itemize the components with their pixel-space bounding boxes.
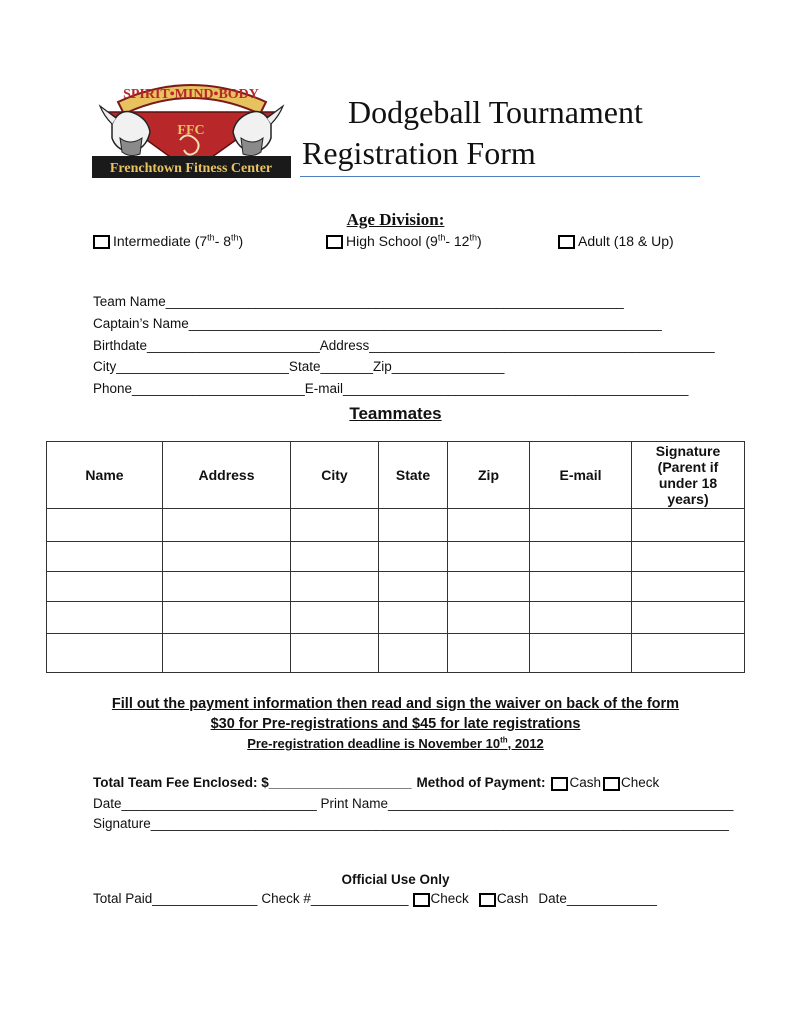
col-header-city: City [291, 442, 379, 509]
table-cell[interactable] [379, 634, 448, 673]
table-cell[interactable] [163, 602, 291, 634]
captain-name-field[interactable]: Captain’s Name_______________________________________________________________ [93, 316, 662, 331]
checkbox-check[interactable] [603, 777, 620, 791]
col-header-name: Name [47, 442, 163, 509]
table-cell[interactable] [632, 602, 745, 634]
signature-field[interactable]: Signature_____________________________________________________________________________ [93, 816, 729, 831]
table-cell[interactable] [632, 572, 745, 602]
payment-deadline: Pre-registration deadline is November 10th, 2012 [247, 735, 544, 751]
table-cell[interactable] [448, 634, 530, 673]
table-cell[interactable] [291, 509, 379, 542]
official-use-heading: Official Use Only [341, 872, 450, 887]
birthdate-address-field[interactable]: Birthdate_______________________Address______________________________________________ [93, 338, 715, 353]
city-state-zip-field[interactable]: City_______________________State_______Zip_______________ [93, 359, 505, 374]
table-cell[interactable] [47, 572, 163, 602]
logo-initials: FFC [177, 123, 205, 138]
ffc-logo [90, 72, 293, 180]
total-paid-field[interactable]: Total Paid______________ [93, 891, 258, 906]
table-cell[interactable] [379, 602, 448, 634]
table-cell[interactable] [291, 634, 379, 673]
total-fee-row [93, 775, 659, 791]
payment-pricing: $30 for Pre-registrations and $45 for late registrations [210, 716, 581, 732]
table-cell[interactable] [448, 572, 530, 602]
col-header-email: E-mail [530, 442, 632, 509]
age-option-high-school-label: High School (9th- 12th) [346, 232, 482, 249]
logo-banner-text: Frenchtown Fitness Center [109, 161, 273, 176]
total-fee-field[interactable]: Total Team Fee Enclosed: $___________________ [93, 775, 412, 790]
check-number-field[interactable]: Check #_____________ [261, 891, 409, 906]
col-header-zip: Zip [448, 442, 530, 509]
table-cell[interactable] [632, 509, 745, 542]
age-option-intermediate-label: Intermediate (7th- 8th) [113, 232, 244, 249]
table-cell[interactable] [632, 634, 745, 673]
table-cell[interactable] [448, 602, 530, 634]
teammates-heading: Teammates [349, 404, 442, 423]
table-cell[interactable] [163, 509, 291, 542]
date-print-name-field[interactable]: Date__________________________ Print Name______________________________________________ [93, 796, 734, 811]
table-row [47, 509, 745, 542]
age-option-high-school[interactable] [326, 233, 482, 249]
table-cell[interactable] [530, 634, 632, 673]
age-option-adult-label: Adult (18 & Up) [578, 233, 674, 249]
official-checkbox-check[interactable] [413, 893, 430, 907]
table-cell[interactable] [379, 542, 448, 572]
checkbox-adult[interactable] [558, 235, 575, 249]
table-cell[interactable] [448, 542, 530, 572]
table-row [47, 602, 745, 634]
table-header-row [47, 442, 745, 509]
official-use-row [93, 891, 657, 907]
teammates-table [46, 441, 745, 673]
table-row [47, 634, 745, 673]
table-cell[interactable] [448, 509, 530, 542]
age-division-heading: Age Division: [346, 210, 445, 229]
col-header-address: Address [163, 442, 291, 509]
table-cell[interactable] [47, 509, 163, 542]
form-title-line1: Dodgeball Tournament [348, 94, 643, 130]
age-option-adult[interactable] [558, 233, 674, 249]
payment-method-label: Method of Payment: [416, 775, 546, 790]
checkbox-intermediate[interactable] [93, 235, 110, 249]
table-cell[interactable] [47, 634, 163, 673]
table-row [47, 542, 745, 572]
table-cell[interactable] [291, 572, 379, 602]
logo-arc-text: SPIRIT•MIND•BODY [123, 87, 259, 102]
form-title-line2: Registration Form [302, 135, 536, 171]
checkbox-high-school[interactable] [326, 235, 343, 249]
age-option-intermediate[interactable] [93, 233, 243, 249]
official-cash-label: Cash [496, 891, 529, 906]
payment-instruction: Fill out the payment information then read and sign the waiver on back of the form [111, 696, 680, 712]
table-cell[interactable] [379, 509, 448, 542]
official-check-label: Check [430, 891, 469, 906]
table-cell[interactable] [530, 509, 632, 542]
table-cell[interactable] [47, 542, 163, 572]
table-cell[interactable] [530, 542, 632, 572]
table-cell[interactable] [379, 572, 448, 602]
official-checkbox-cash[interactable] [479, 893, 496, 907]
table-cell[interactable] [291, 602, 379, 634]
table-row [47, 572, 745, 602]
table-cell[interactable] [163, 634, 291, 673]
table-cell[interactable] [163, 572, 291, 602]
title-divider [300, 176, 700, 177]
col-header-signature: Signature (Parent if under 18 years) [632, 442, 745, 509]
table-cell[interactable] [47, 602, 163, 634]
official-date-field[interactable]: Date____________ [538, 891, 657, 906]
table-cell[interactable] [530, 602, 632, 634]
table-cell[interactable] [632, 542, 745, 572]
cash-label: Cash [569, 775, 601, 790]
team-name-field[interactable]: Team Name_____________________________________________________________ [93, 294, 624, 309]
table-cell[interactable] [530, 572, 632, 602]
table-cell[interactable] [291, 542, 379, 572]
table-cell[interactable] [163, 542, 291, 572]
checkbox-cash[interactable] [551, 777, 568, 791]
check-label: Check [620, 775, 660, 790]
col-header-state: State [379, 442, 448, 509]
phone-email-field[interactable]: Phone_______________________E-mail______________________________________________ [93, 381, 689, 396]
